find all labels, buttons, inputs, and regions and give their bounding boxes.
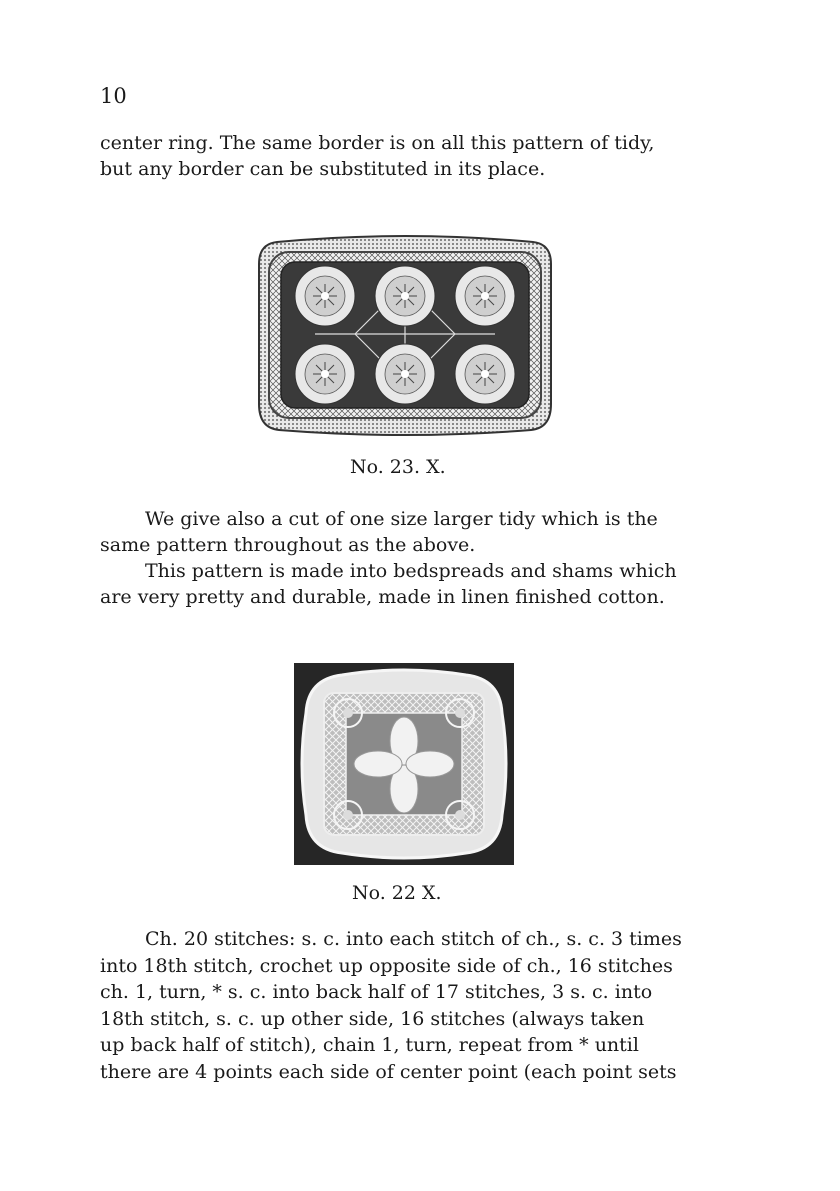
text-line: 18th stitch, s. c. up other side, 16 stitches (always taken bbox=[100, 1007, 645, 1030]
text-line: up back half of stitch), chain 1, turn, repeat from * until bbox=[100, 1034, 639, 1056]
figure-caption: No. 23. X. bbox=[350, 456, 446, 478]
paragraph-description bbox=[100, 506, 710, 610]
paragraph-instructions bbox=[100, 926, 710, 1085]
paragraph-continuation bbox=[100, 130, 710, 182]
text-line: same pattern throughout as the above. bbox=[100, 534, 476, 556]
figure-tidy-no-23 bbox=[255, 234, 555, 436]
crochet-tidy-rectangular-illustration-icon bbox=[255, 234, 555, 436]
text-line: ch. 1, turn, * s. c. into back half of 17 stitches, 3 s. c. into bbox=[100, 981, 653, 1003]
crochet-square-doily-photo-icon bbox=[294, 663, 514, 865]
text-line: We give also a cut of one size larger tidy which is the bbox=[145, 508, 658, 530]
figure-doily-no-22 bbox=[294, 663, 514, 865]
text-line: center ring. The same border is on all this pattern of tidy, bbox=[100, 132, 655, 154]
text-line: This pattern is made into bedspreads and shams which bbox=[145, 560, 677, 582]
figure-caption: No. 22 X. bbox=[352, 882, 442, 904]
text-line: there are 4 points each side of center point (each point sets bbox=[100, 1060, 677, 1083]
text-line: but any border can be substituted in its place. bbox=[100, 158, 546, 180]
text-line: are very pretty and durable, made in linen finished cotton. bbox=[100, 586, 665, 608]
page-number: 10 bbox=[100, 84, 127, 108]
text-line: Ch. 20 stitches: s. c. into each stitch of ch., s. c. 3 times bbox=[145, 928, 682, 950]
text-line: into 18th stitch, crochet up opposite side of ch., 16 stitches bbox=[100, 954, 673, 977]
